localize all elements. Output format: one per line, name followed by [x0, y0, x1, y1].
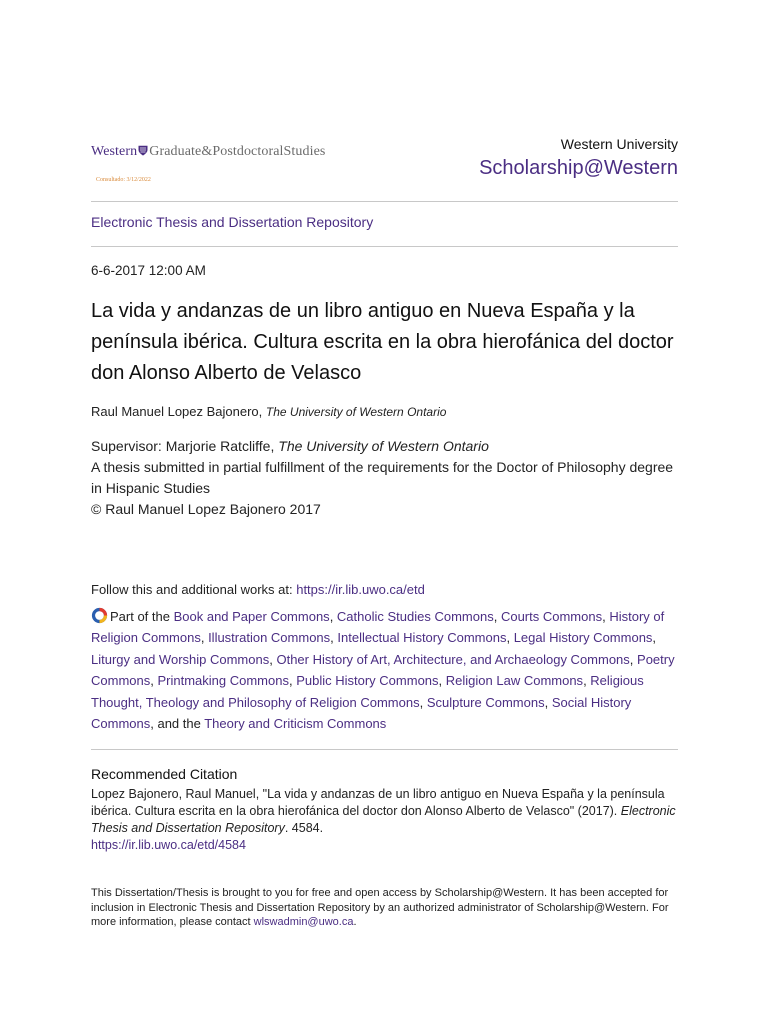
author-affiliation: The University of Western Ontario — [265, 405, 447, 419]
publication-date: 6-6-2017 12:00 AM — [91, 263, 206, 278]
consulted-stamp: Consultado: 3/12/2022 — [96, 177, 151, 183]
divider — [91, 201, 678, 202]
citation-text: Lopez Bajonero, Raul Manuel, "La vida y andanzas de un libro antiguo en Nueva España y la península ibérica. Cultura escrita en la obra hierofánica del doctor don Alonso Alberto de Velasco" (2017). — [91, 787, 665, 818]
footer-notice — [91, 886, 681, 930]
commons-link[interactable]: Poetry Commons — [91, 651, 675, 689]
divider — [91, 749, 678, 750]
commons-link[interactable]: Illustration Commons — [208, 630, 331, 646]
commons-separator: , — [200, 630, 209, 646]
network-icon — [91, 607, 108, 624]
commons-link[interactable]: History of Religion Commons — [91, 609, 665, 646]
follow-line — [91, 582, 425, 597]
author-name: Raul Manuel Lopez Bajonero — [91, 404, 259, 419]
thesis-title: La vida y andanzas de un libro antiguo en Nueva España y la península ibérica. Cultura escrita en la obra hierofánica del doctor don Alonso Alberto de Velasco — [91, 300, 674, 384]
thesis-statement: A thesis submitted in partial fulfillment of the requirements for the Doctor of Philosophy degree in Hispanic Studies — [91, 459, 674, 496]
commons-list — [91, 609, 675, 731]
supervisor-affiliation: The University of Western Ontario — [278, 438, 489, 454]
part-of-commons — [91, 606, 681, 734]
footer-end: . — [353, 916, 357, 928]
citation-series: Electronic Thesis and Dissertation Repository — [91, 804, 676, 835]
logo-gps-text: Graduate&PostdoctoralStudies — [149, 144, 326, 159]
divider — [91, 246, 678, 247]
shield-icon — [138, 145, 148, 156]
commons-separator: , — [583, 673, 591, 689]
commons-separator: , — [544, 694, 552, 710]
citation-heading: Recommended Citation — [91, 766, 238, 782]
commons-link[interactable]: Book and Paper Commons — [173, 609, 330, 624]
commons-separator: , — [288, 673, 297, 689]
logo-western-text: Western — [91, 144, 138, 159]
scholarship-link[interactable]: Scholarship@Western — [479, 157, 678, 179]
commons-separator: , — [329, 609, 337, 624]
university-name: Western University — [560, 136, 678, 152]
commons-link[interactable]: Social History Commons — [91, 694, 632, 732]
header — [91, 132, 678, 192]
commons-link[interactable]: Other History of Art, Architecture, and Archaeology Commons — [276, 651, 630, 667]
commons-separator: , — [652, 630, 657, 646]
contact-email-link[interactable]: wlswadmin@uwo.ca — [253, 916, 354, 928]
commons-separator: , — [629, 651, 638, 667]
commons-link[interactable]: Sculpture Commons — [426, 694, 545, 710]
commons-link[interactable]: Courts Commons — [500, 609, 603, 624]
copyright-line: © Raul Manuel Lopez Bajonero 2017 — [91, 501, 321, 517]
commons-separator: , and the — [150, 716, 205, 732]
commons-separator: , — [330, 630, 338, 646]
commons-link[interactable]: Intellectual History Commons — [337, 630, 507, 646]
commons-separator: , — [493, 609, 501, 624]
commons-link[interactable]: Public History Commons — [296, 673, 439, 689]
commons-link[interactable]: Catholic Studies Commons — [336, 609, 494, 624]
repository-link[interactable]: Electronic Thesis and Dissertation Repository — [91, 214, 374, 230]
commons-link[interactable]: Religion Law Commons — [445, 673, 584, 689]
footer-text: This Dissertation/Thesis is brought to you for free and open access by Scholarship@Western. It has been accepted for inclusion in Electronic Thesis and Dissertation Repository by an authorized administrator of Scholarship@Western. For more information, please contact — [91, 887, 669, 928]
citation-number: . 4584. — [284, 821, 324, 835]
thesis-details — [91, 436, 678, 520]
follow-link[interactable]: https://ir.lib.uwo.ca/etd — [296, 582, 425, 597]
western-gps-logo[interactable] — [91, 144, 325, 160]
citation-url[interactable]: https://ir.lib.uwo.ca/etd/4584 — [91, 838, 246, 852]
commons-link[interactable]: Legal History Commons — [513, 630, 653, 646]
commons-link[interactable]: Liturgy and Worship Commons — [91, 651, 270, 667]
commons-separator: , — [269, 651, 277, 667]
commons-separator: , — [438, 673, 446, 689]
commons-separator: , — [506, 630, 514, 646]
part-of-prefix: Part of the — [110, 609, 174, 624]
follow-text: Follow this and additional works at: — [91, 582, 297, 597]
commons-separator: , — [419, 694, 427, 710]
commons-separator: , — [150, 673, 158, 689]
commons-link[interactable]: Theory and Criticism Commons — [204, 716, 387, 732]
supervisor-name: Supervisor: Marjorie Ratcliffe — [91, 438, 271, 454]
citation-body — [91, 786, 681, 854]
commons-link[interactable]: Printmaking Commons — [157, 673, 289, 689]
commons-link[interactable]: Religious Thought, Theology and Philosophy of Religion Commons — [91, 673, 644, 710]
supervisor-line: Supervisor: Marjorie Ratcliffe, The University of Western Ontario — [91, 438, 489, 454]
author-line: Raul Manuel Lopez Bajonero, The University of Western Ontario — [91, 404, 447, 419]
commons-separator: , — [602, 609, 610, 624]
